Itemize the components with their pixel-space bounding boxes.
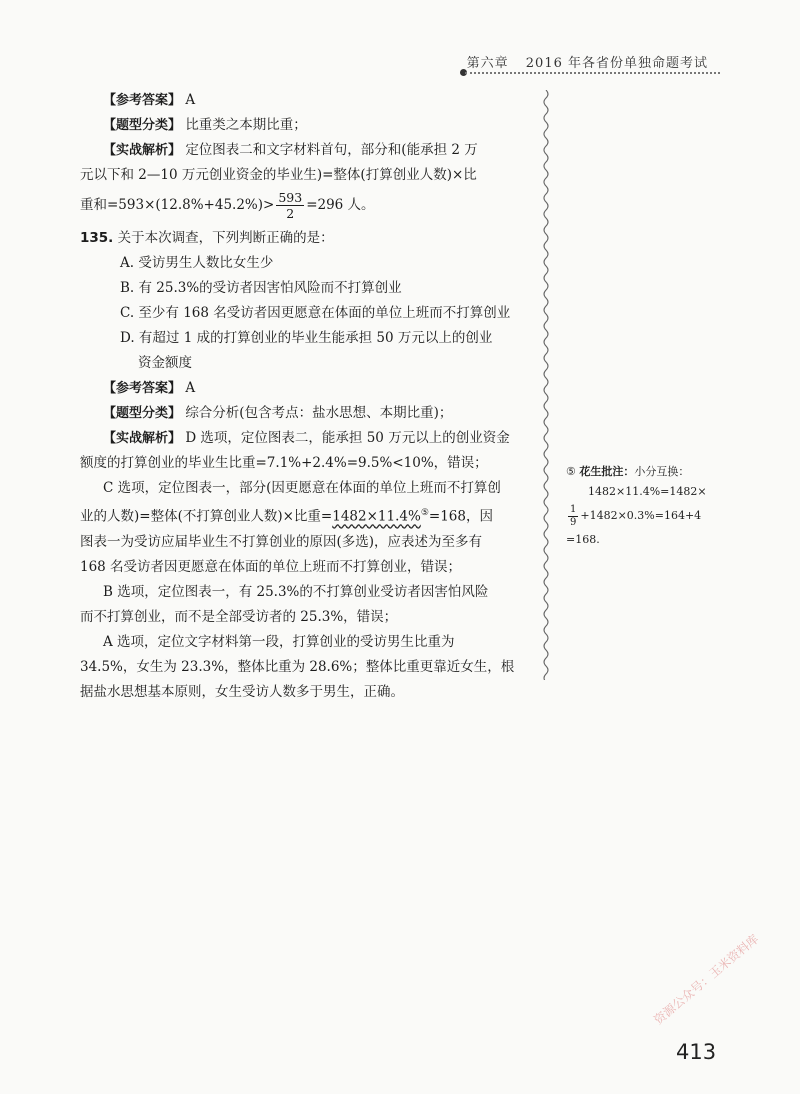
answer-value: A [185,92,196,108]
analysis-line: 而不打算创业，而不是全部受访者的 25.3%，错误； [80,608,398,625]
question-text: 关于本次调查，下列判断正确的是： [117,230,334,246]
fraction-numerator: 1 [570,503,577,515]
chapter-label: 第六章 [466,56,509,71]
annotation-heading [566,462,716,482]
annotation-text: +1482×0.3%=164+4 [580,509,702,522]
analysis-line: D 选项，定位图表二，能承担 50 万元以上的创业资金 [185,430,510,446]
option-a: A. 受访男生人数比女生少 [120,255,274,271]
formula-text: 重和=593×(12.8%+45.2%)> [80,197,275,213]
option-b: B. 有 25.3%的受访者因害怕风险而不打算创业 [120,280,402,296]
analysis-line: 额度的打算创业的毕业生比重=7.1%+2.4%=9.5%<10%，错误； [80,455,488,471]
q134-analysis-line [80,188,540,222]
fraction-denominator: 9 [570,516,577,528]
running-header [467,52,708,71]
analysis-text: 业的人数)=整体(不打算创业人数)×比重= [80,508,333,525]
answer-label: 【参考答案】 [103,93,182,108]
header-rule [465,72,720,74]
option-c: C. 至少有 168 名受访者因更愿意在体面的单位上班而不打算创业 [120,305,511,321]
analysis-line: C 选项，定位图表一，部分(因更愿意在体面的单位上班而不打算创 [103,480,501,496]
q134-analysis-line: 元以下和 2—10 万元创业资金的毕业生)=整体(打算创业人数)×比 [80,167,477,183]
analysis-line: 图表一为受访应届毕业生不打算创业的原因(多选)，应表述为至多有 [80,533,483,550]
analysis-label: 【实战解析】 [103,431,182,446]
page-number: 413 [676,1040,717,1064]
footnote-marker: ⑤ [420,508,429,518]
annotation-line: 1482×11.4%=1482× [588,485,707,498]
q135-analysis [80,426,540,451]
analysis-line: 据盐水思想基本原则，女生受访人数多于男生，正确。 [80,683,404,700]
type-label: 【题型分类】 [103,406,182,421]
side-annotation [566,462,716,550]
fraction [568,504,578,529]
fraction-denominator: 2 [286,206,295,221]
annotation-label: 花生批注： [579,465,635,478]
fraction-numerator: 593 [278,190,303,205]
annotation-line [566,502,716,530]
option-d-cont: 资金额度 [138,355,192,371]
watermark: 资源公众号：玉米资料库 [651,931,762,1028]
formula-result: =296 人。 [306,197,375,213]
option-d: D. 有超过 1 成的打算创业的毕业生能承担 50 万元以上的创业 [120,330,493,346]
question-number: 135. [80,230,114,246]
header-title: 2016 年各省份单独命题考试 [525,56,708,71]
analysis-line [80,501,540,530]
q135-stem [80,226,540,251]
type-value: 比重类之本期比重； [185,117,307,133]
analysis-text: =168，因 [428,508,493,525]
answer-value: A [185,380,196,396]
q135-answer [80,376,540,401]
type-value: 综合分析(包含考点：盐水思想、本期比重)； [185,405,453,421]
fraction [276,190,304,221]
q135-type [80,401,540,426]
analysis-line: A 选项，定位文字材料第一段，打算创业的受访男生比重为 [103,633,455,650]
annotation-intro: 小分互换： [634,465,690,478]
analysis-line: 定位图表二和文字材料首句，部分和(能承担 2 万 [185,142,478,158]
answer-label: 【参考答案】 [103,381,182,396]
main-text [80,88,540,705]
analysis-label: 【实战解析】 [103,143,182,158]
type-label: 【题型分类】 [103,118,182,133]
underlined-formula: 1482×11.4% [332,508,421,525]
annotation-line: =168. [566,533,600,546]
wavy-divider [540,90,552,680]
analysis-line: B 选项，定位图表一，有 25.3%的不打算创业受访者因害怕风险 [103,583,489,600]
analysis-line: 34.5%，女生为 23.3%，整体比重为 28.6%；整体比重更靠近女生，根 [80,658,515,675]
q134-analysis [80,138,540,163]
q134-answer [80,88,540,113]
analysis-line: 168 名受访者因更愿意在体面的单位上班而不打算创业，错误； [80,558,462,575]
q134-type [80,113,540,138]
annotation-marker: ⑤ [566,465,576,478]
